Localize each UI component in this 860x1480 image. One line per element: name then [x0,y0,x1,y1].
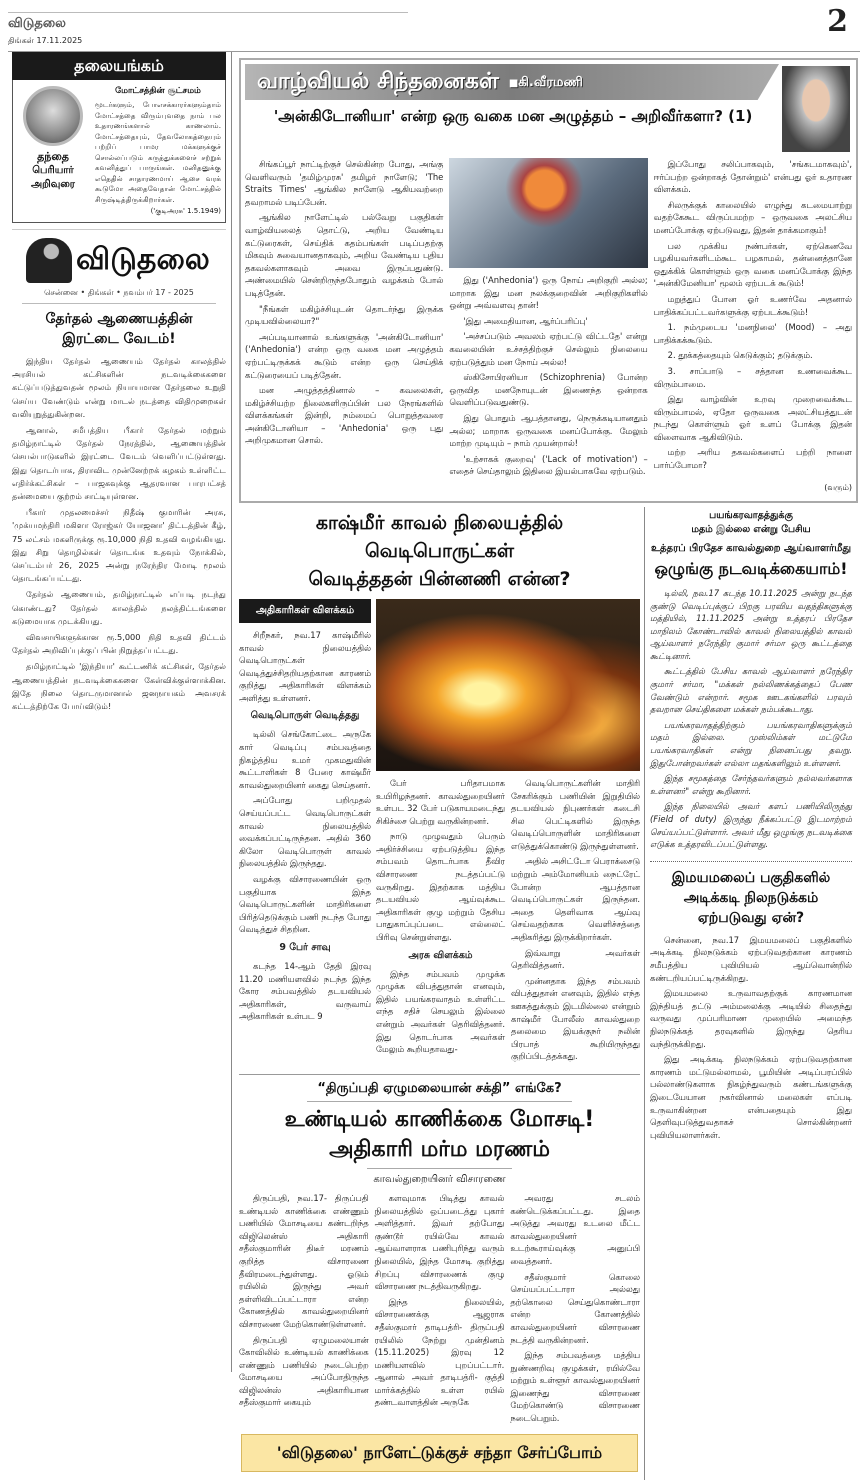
brain-illustration [449,158,647,268]
issue-date: திங்கள் 17.11.2025 [8,36,83,45]
divider [367,1168,512,1169]
paragraph: 'அச்சப்படும் அவலம் ஏற்பட்டு விட்டதே' என்று கவலையின் உச்சத்திற்குச் செல்லும் நிலையை ஏற்படுத்தும் மன நோய் அல்ல! [449,331,648,367]
paragraph: கடந்த 14-ஆம் தேதி இரவு 11.20 மணியளவில் நடந்த இந்த கோர சம்பவத்தில் தடயவியல் அதிகாரிகள், வருவாய் அதிகாரிகள் உள்பட 9 [239,960,371,1022]
himalaya-headline [650,868,852,928]
masthead-logo: விடுதலை [76,242,210,277]
subheading: அரசு விளக்கம் [408,949,473,961]
headline-line: இமயமலைப் பகுதிகளில் [671,869,831,886]
author-text: கி.வீரமணி [518,75,583,90]
headline-line: ஏற்படுவது ஏன்? [697,909,805,926]
paragraph: திருப்பதி, நவ.17- திருப்பதி உண்டியல் காணிக்கை எண்ணும் பணியில் மோசடியை கண்டறிந்த விஜிலென்ஸ் அதிகாரி சதீஸ்குமாரின் திடீர் மரணம் குறித்த விசாரணை தீவிரமடைந்துள்ளது. ஓடும் ரயிலில் இருந்து அவர் தள்ளிவிடப்பட்டாரா என்ற கோணத்தில் காவல்துறையினர் விசாரணை மேற்கொண்டுள்ளனர். [239,1192,369,1329]
page-header [8,0,860,52]
kicker-line: மதம் இல்லை என்று பேசிய [691,523,811,535]
label-line: பெரியார் [32,165,74,176]
paper-name: விடுதலை [8,16,66,31]
headline-line: இரட்டை வேடம்! [62,331,176,347]
tirupati-col-2 [375,1192,505,1428]
divider [239,1074,640,1075]
paragraph: அவரது சடலம் கண்டெடுக்கப்பட்டது. இதை அடுத்து அவரது உடலை மீட்ட காவல்துறையினர் உடற்கூராய்வுக்கு அனுப்பி வைத்தனர். [510,1192,640,1266]
page-number: 2 [827,4,848,39]
editorial-headline [12,309,226,349]
tirupati-col-3 [510,1192,640,1428]
headline-line: அடிக்கடி நிலநடுக்கம் [683,889,819,906]
tirupati-kicker: “திருப்பதி ஏழுமலையான் சக்தி” எங்கே? [317,1080,562,1096]
subscribe-banner: 'விடுதலை' நாளேட்டுக்குச் சந்தா சேர்ப்போம் [241,1434,638,1472]
paragraph: வெடிபொருட்களின் மாதிரி சேகரிக்கும் பணியின் இறுதியில் தடயவியல் நிபுணர்கள் கடைசி சில பெட்டிகளில் இருந்த வெடிப்பொருளின் மாதிரிகளை எடுத்துக்கொண்டு இருந்துள்ளனர். [511,777,640,851]
up-police-headline [650,541,852,581]
main-area [232,52,860,1480]
paragraph: மறுத்துப் போன ஓர் உணர்வே அதனால் பாதிக்கப்பட்டவர்களுக்கு ஏற்படக்கூடும்! [653,293,852,317]
paragraph: இவ்வாறு அவர்கள் தெரிவித்தனர். [511,947,640,971]
headline-line: காஷ்மீர் காவல் நிலையத்தில் வெடிபொருட்கள் [315,511,564,562]
paragraph: இது ('Anhedonia') ஒரு நோய் அறிகுறி அல்ல; மாறாக இது மன நலக்குறைவின் அறிகுறிகளில் ஒன்று அவ்வளவு தான்! [449,275,648,311]
paragraph: ஆங்கில நாளேட்டில் பல்வேறு பகுதிகள் வாழ்வியலைத் தொட்டு, அறிய வேண்டிய கட்டுரைகள், செய்திக் கதம்பங்கள் படிப்பதற்கு மிகவும் சுவையானதாகவும், அறிய வேண்டிய புதிய தகவல்களாகவும் அவை இருப்பதுண்டு. அண்மையில் சென்றிருந்தபோதும் வழக்கம் போல் படித்தேன். [245,212,444,298]
paragraph: பீகார் முதலமைச்சர் நிதீஷ் குமாரின் அரசு, 'முக்யமந்திரி மகிளா ரோஜ்கர் யோஜனா' திட்டத்தின் கீழ், 75 லட்சம் மகளிருக்கு ரூ.10,000 நிதி உதவி வழங்கியது. இது சிறு தொழில்கள் தொடங்க உதவும் நோக்கில், செப்டம்பர் 26, 2025 அன்று நரேந்திர மோடி மூலம் தொடங்கப்பட்டது. [12,507,226,584]
editorial-body [12,355,226,713]
himalaya-body [650,934,852,1142]
feature-col-1 [245,158,443,481]
paragraph: அப்போது பறிமுதல் செய்யப்பட்ட வெடிபொருட்கள் காவல் நிலையத்தில் வைக்கப்பட்டிருந்தன. அதில் 360 கிலோ வெடிபொருள் காவல் நிலையத்தில் இருந்தது. [239,795,371,869]
feature-col-2 [449,274,647,478]
up-police-kicker [650,509,852,537]
paragraph: விவசாயிகளுக்கான ரூ.5,000 நிதி உதவி திட்டம் தேர்தல் அறிவிப்புக்குப் பின் நிறுத்தப்பட்டது. [12,632,226,656]
series-title: வாழ்வியல் சிந்தனைகள் [257,69,499,94]
left-column [0,52,232,1372]
masthead-dateline: சென்னை • திங்கள் • நவம்பர் 17 - 2025 [44,288,194,297]
paragraph: சதீஸ்குமார் கொலை செய்யப்பட்டாரா அல்லது தற்கொலை செய்துகொண்டாரா என்ற கோணத்தில் காவல்துறையினர் விசாரணை நடத்தி வருகின்றனர். [510,1271,640,1345]
kicker-line: பயங்கரவாதத்துக்கு [709,509,793,521]
paragraph: இந்த நிலையில், விசாரணைக்கு ஆஜராக சதீஸ்குமார் தாடிபத்ரி- திருப்பதி ரயிலில் நேற்று முன்தினம் (15.11.2025) இரவு 12 மணியளவில் புறப்பட்டார். ஆனால் அவர் தாடிபத்ரி- குத்தி மார்க்கத்தில் உள்ள ரயில் தண்டவாளத்தின் அருகே [374,1296,505,1408]
headline-line: உத்தரப் பிரதேச காவல்துறை ஆய்வாளர்மீது [650,542,852,554]
paragraph: டில்லி செங்கோட்டை அருகே கார் வெடிப்பு சம்பவத்தை நிகழ்த்திய உமர் முகமதுவின் கூட்டாளிகள் 8 பேரை காஷ்மீர் காவல்துறையினர் கைது செய்தனர். [239,729,371,790]
dotted-divider [650,861,852,862]
paragraph: டில்லி, நவ.17 கடந்த 10.11.2025 அன்று நடந்த குண்டு வெடிப்புக்குப் பிறகு பரவிய வதந்திகளுக்கு மத்தியில், 11.11.2025 அன்று உத்தரப் பிரதேச மாநிலம் கோண்டாவில் காவல் நிலையத்தில் காவல் ஆய்வாளர் நரேந்திர குமார் சர்மா ஒரு கூட்டத்தை கூட்டினார். [650,587,852,661]
paragraph: இந்திய தேர்தல் ஆணையம் தேர்தல் காலத்தில் அரசியல் கட்சிகளின் நடவடிக்கைகளை கட்டுப்படுத்துவதன் மூலம் நியாயமான தேர்தலை உறுதி செய்ய வேண்டும் என்று மாடல் நடத்தை விதிமுறைகள் வலியுறுத்துகின்றன. [12,356,226,419]
paragraph: சிங்கப்பூர் நாட்டிற்குச் செல்கின்ற போது, அங்கு வெளிவரும் 'தமிழ்முரசு' தமிழர் நாளேடு; 'The Straits Times' ஆங்கில நாளேடு ஆகியவற்றை தவறாமல் படிப்பேன். [245,159,444,207]
divider [22,303,216,304]
paragraph: பயங்கரவாதத்திற்கும் பயங்கரவாதிகளுக்கும் மதம் இல்லை. முஸ்லிம்கள் மட்டுமே பயங்கரவாதிகள் என்று நினைப்பது தவறு. இதுபோன்றவர்கள் எல்லா மதங்களிலும் உள்ளனர். [650,719,852,768]
paragraph: 'இது அமைதியான, ஆர்ப்பரிப்பு' [463,315,588,326]
headline-line: அதிகாரி மர்ம மரணம் [329,1136,550,1162]
label-line: தந்தை [37,150,69,163]
paragraph: ஸ்கிசோபிரனியா (Schizophrenia) போன்ற ஒருவித மனநோயுடன் இணைந்த ஒன்றாக வெளிப்படுவதுண்டு. [449,372,648,408]
up-police-body [650,587,852,851]
bullet-icon: ■ [508,78,519,89]
kashmir-col-3 [511,777,640,1066]
paragraph: இப்போது சலிப்பாகவும், 'சங்கடமாகவும்', ஈர்ப்பற்ற ஒன்றாகத் தோன்றும்' என்பது ஓர் உதாரண விளக்கம். [653,159,852,195]
paragraph: பல முக்கிய நண்பர்கள், ஏற்கெனவே பழகியவர்களிடம்கூட பழகாமல், தன்னைத்தானே ஒதுக்கிக் கொள்ளும் ஒரு வகை மனப்போக்கு இந்த 'அன்கிமேனியா' மூலம் ஏற்படக் கூடும்! [653,240,852,289]
paragraph: தமிழ்நாட்டில் 'இந்தியா' கூட்டணிக் கட்சிகள், தேர்தல் ஆணையத்தின் நடவடிக்கைகளை கேள்விக்குள்ளாக்கின. இதே நிலை தொடருமானால் ஜனநாயகம் அவசரக் கட்டத்திற்கே போய்விடும்! [12,661,226,712]
paragraph: இந்த சம்பவம் முழுக்க முழுக்க விபத்துதான் எனவும், இதில் பயங்கரவாதம் உள்ளிட்ட எந்த சதிச் செயலும் இல்லை என்றும் அவர்கள் தெரிவித்தனர். இது தொடர்பாக அவர்கள் மேலும் கூறியதாவது- [376,968,505,1055]
paragraph: இது வாழ்வின் உறவு முறைவைக்கூட விரும்பாமல், ஏதோ ஒருவகை அலட்சியத்துடன் நடந்து கொள்ளும் ஓர் உளப் போக்கு இதன் விளைவாக ஆகிவிடும். [653,394,852,442]
paragraph: இந்த நிலையில் அவர் களப் பணியிலிருந்து (Field of duty) இருந்து நீக்கப்பட்டு இடமாற்றம் செய்யப்பட்டுள்ளார். அவர் மீது ஒழுங்கு நடவடிக்கை எடுக்க உத்தரவிடப்பட்டுள்ளது. [650,801,852,850]
paragraph: 2. தூக்கத்தையும் கெடுக்கும்; தடுக்கும். [667,350,813,361]
quote-source: ('குடிஅரசு' 1.5.1949) [150,207,221,215]
paragraph: அப்படியானால் உங்களுக்கு 'அன்கிடோனியா' ('Anhedonia') என்ற ஒரு வகை மன அழுத்தம் ஏற்பட்டிருக்கக் கூடும் என்ற ஒரு செய்திக் கட்டுரையைப் படித்தேன். [245,331,444,380]
center-column [239,507,645,1480]
quote-title: மோட்சத்தின் சூட்சமம் [115,86,201,96]
paragraph: சிறீநகர், நவ.17 காஷ்மீரில் காவல் நிலையத்தில் வெடிபொருட்கள் வெடித்துச்சிதறியதற்கான காரணம் குறித்து அதிகாரிகள் விளக்கம் அளித்து உள்ளனர். [239,629,371,703]
kashmir-col-1 [239,629,371,1023]
paragraph: முன்னதாக இந்த சம்பவம் விபத்துதான் எனவும், இதில் எந்த ஊகத்துக்கும் இடமில்லை என்றும் காஷ்மீர் போலீஸ் காவல்துறை தலைமை இயக்குநர் நலின் பிரபாத் கூறியிருந்தது குறிப்பிடத்தக்கது. [511,975,640,1062]
paragraph: ஆனால், சமீபத்திய பீகார் தேர்தல் மற்றும் தமிழ்நாட்டில் தேர்தல் நேரத்தில், ஆணையத்தின் செயல்பாடுகளில் இரட்டை வேடம் வெளிப்பட்டுள்ளது. இது தொடர்பாக, திராவிட முன்னேற்றக் கழகம் உள்ளிட்ட எதிர்க்கட்சிகள் – பாஜகவுக்கு ஆதரவான பாரபட்சத் தன்மையை குற்றம் சாட்டியுள்ளன. [12,425,226,502]
periyar-logo-figure [26,238,72,283]
paragraph: வழக்கு விசாரணையின் ஒரு பகுதியாக இந்த வெடிபொருட்களின் மாதிரிகளை பிரித்தெடுக்கும் பணி நடந்த போது வெடித்துச் சிதறின. [239,874,371,935]
right-column [645,507,852,1144]
kashmir-col-2 [376,777,505,1066]
tirupati-col-1 [239,1192,369,1428]
paragraph: மற்ற அரிய தகவல்களைப் பற்றி நாளை பார்ப்போமா? [653,447,852,471]
quote-text: மூடர்களும், போஎசக்காரர்களும்தாம் மோட்சத்தை விரும்புவதை நாம் பல உதாரணங்களால் காணலாம். மோட்சத்தையும், தேவலோகத்தையும் பற்றிப் பாமர மக்களுக்குச் சொல்லப்படும் கருத்துக்களைச் சற்றுக் கவனித்துப் பாருங்கள். மனிதனுக்கு எதெதில் சாதாரணமாய் ஆசை வரக் கூடுமோ அதைவேதான் மோட்சத்தில் சிருஷ்டித்திருக்கிறார்கள். [95,100,221,204]
periyar-portrait [23,86,83,146]
headline-line: வெடித்ததன் பின்னணி என்ன? [308,567,571,590]
periyar-quote-box [12,80,226,223]
label-line: அறிவுரை [31,179,75,190]
officials-explain-label: அதிகாரிகள் விளக்கம் [239,599,371,623]
divider [307,1101,572,1102]
paragraph: கூட்டத்தில் பேசிய காவல் ஆய்வாளர் நரேந்திர குமார் சர்மா, "மக்கள் நல்லிணக்கத்தைப் பேண வேண்டும் என்றார். சமூக ஊடகங்களில் பரவும் தவறான செய்திகளை மக்கள் நம்பக்கூடாது. [650,666,852,715]
paragraph: இந்த சம்பவத்தை மத்திய நுண்ணறிவு குழுக்கள், ரயில்வே மற்றும் உள்ளூர் காவல்துறையினர் இணைந்து விசாரணை மேற்கொண்டு விசாரணை நடைபெறும். [510,1350,640,1424]
paragraph: பேர் பரிதாபமாக உயிரிழந்தனர். காவல்துறையினர் உள்பட 32 பேர் படுகாயமடைந்து சிகிச்சை பெற்று வருகின்றனர். [376,777,505,826]
subheading: 9 பேர் சாவு [279,941,331,953]
author-photo [782,66,850,152]
headline-line: தேர்தல் ஆணையத்தின் [45,311,193,327]
headline-line: உண்டியல் காணிக்கை மோசடி! [284,1106,595,1132]
section-title-editorial: தலையங்கம் [12,52,226,80]
paragraph: திருப்பதி ஏழுமலையான் கோவிலில் உண்டியல் காணிக்கை எண்ணும் பணியில் நடைபெற்ற மோசடியை அப்போதிருந்த விஜிலன்ஸ் அதிகாரியான சதீஸ்குமார் கையும் [239,1334,369,1408]
headline-line: ஒழுங்கு நடவடிக்கையாம்! [654,558,848,578]
continued-label: (வரும்) [824,482,852,492]
paragraph: களவுமாக பிடித்து காவல் நிலையத்தில் ஒப்படைத்து புகார் அளித்தார். இவர் தற்போது குண்டூர் ரயில்வே காவல் ஆய்வாளராக பணிபுரிந்து வரும் நிலையில், இந்த மோசடி குறித்து சிறப்பு விசாரணைக் குழு விசாரணை நடத்திவருகிறது. [374,1192,505,1292]
paragraph: இமயமலை உருவாவதற்குக் காரணமான இந்தியத் தட்டு அம்மலைக்கு அடியில் சிதைந்து வருவது முப்பரிமாண முறையில் அமைந்த நிலநடுக்கத் தரவுகளில் இருந்து தெரிய வந்திருக்கிறது. [650,988,852,1049]
periyar-label [17,150,89,192]
author-name [509,75,583,91]
top-rule [8,12,408,13]
kashmir-headline [239,509,640,593]
explosion-photo [376,599,640,771]
paragraph: சிலருக்குக் காலையில் எழுந்து கடமையாற்று வதற்கேகூட விருப்பமற்ற – ஒருவகை அலட்சிய மனப்போக்கு ஏற்படுவது, இதன் தாக்கமாகும்! [653,199,852,235]
paragraph: இந்த சமூகத்தை சேர்ந்தவர்களும் நல்லவர்களாக உள்ளனர்" என்று கூறினார். [650,773,852,796]
paragraph: இது பொதும் ஆபத்தானது, நெருக்கடியானதும் அல்ல; மாறாக ஒருவகை மனப்போக்கு. மேலும் மாற்ற முடியும் – நாம் முயன்றால்! [449,412,648,449]
paragraph: நாடு முழுவதும் பெரும் அதிர்ச்சியை ஏற்படுத்திய இந்த சம்பவம் தொடர்பாக தீவிர விசாரணை நடத்தப்பட்டு வருகிறது. இதற்காக மத்திய தடயவியல் ஆய்வுக்கூட அதிகாரிகள் குழு மற்றும் தேசிய பாதுகாப்புப்படை எல்லைட் பிரிவு சென்றுள்ளது. [376,831,505,943]
divider [12,229,226,230]
feature-col-3 [654,158,852,481]
feature-box [239,58,858,503]
paragraph: 1. நம்முடைய 'மனநிலை' (Mood) – அது பாதிக்கக்கூடும். [653,322,852,345]
paragraph: 'உற்சாகக் குறைவு' ('Lack of motivation') – எதைச் செய்தாலும் இதிலை இயல்பாகவே ஏற்படும். [449,453,648,477]
tirupati-subhead: காவல்துறையினர் விசாரணை [373,1173,506,1185]
paragraph: 3. சாப்பாடு – சத்தான உணவைக்கூட விரும்பாமை. [653,365,852,389]
paragraph: இது அடிக்கடி நிலநடுக்கம் ஏற்படுவதற்கான காரணம் மட்டுமல்லாமல், பூமியின் அடிப்பரப்பில் பல்லாண்டுகளாக நிகழ்ந்துவரும் கண்டங்களுக்கு இடையேயான நகர்வினால் மலைகள் எப்படி உருவாகின்றன என்பதையும் இது தெளிவுபடுத்துவதாகச் சொல்கின்றனர் புவியியலாளர்கள். [650,1054,852,1140]
feature-headline: 'அன்கிடோனியா' என்ற ஒரு வகை மன அழுத்தம் – அறிவீர்களா? (1) [273,107,753,125]
paragraph: அதில் அசிட்டோ பெராக்சைடு மற்றும் அம்மோனியம் நைட்ரேட் போன்ற ஆபத்தான வெடிப்பொருட்கள் இருந்தன. அதை தெளிவாக ஆய்வு செய்வதற்காக வெளிச்சத்தை அதிகரித்து இருக்கிறார்கள். [511,856,640,943]
subheading: வெடிபொருள் வெடித்தது [250,710,360,722]
paragraph: மன அழுத்தத்தினால் – கவலைகள், மகிழ்ச்சியற்ற நிலைகளிருப்பின் பல நேரங்களில் விளக்கங்கள் இன்றி, நம்மைப் பொறுத்தவரை அன்கிடோனியா – 'Anhedonia' ஒரு புது அறிமுகமான சொல். [245,385,444,446]
tirupati-headline [239,1105,640,1165]
paragraph: தேர்தல் ஆணையம், தமிழ்நாட்டில் எப்படி நடந்து கொண்டது? தேர்தல் காலத்தில் நலத்திட்டங்களை கடுமையாக முடக்கியது. [12,589,226,626]
feature-col-2-wrap [449,158,647,481]
paragraph: சென்னை, நவ.17 இமயமலைப் பகுதிகளில் அடிக்கடி நிலநடுக்கம் ஏற்படுவதற்கான காரணம் சமீபத்திய புவியியல் ஆய்வொன்றில் கண்டறியப்பட்டிருக்கிறது. [650,934,852,983]
masthead [12,236,226,284]
paragraph: "நீங்கள் மகிழ்ச்சியுடன் தொடர்ந்து இருக்க முடியவில்லையா?" [245,303,444,327]
